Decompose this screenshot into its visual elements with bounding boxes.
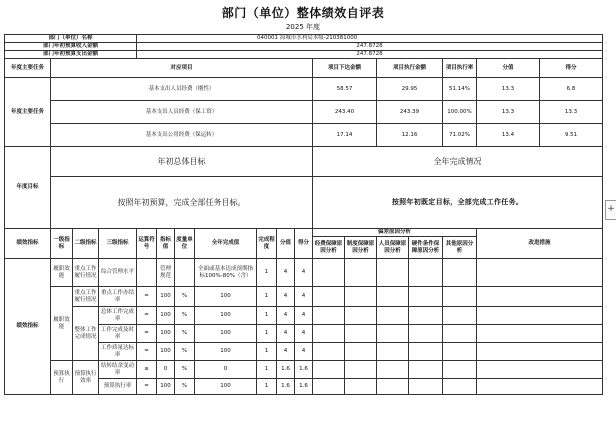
task-rate: 51.14% bbox=[443, 78, 477, 101]
indicator-row bbox=[5, 287, 603, 307]
ind-col-deviation: 偏差原因分析 bbox=[313, 229, 477, 237]
task-weight-score bbox=[477, 124, 603, 147]
ind-dev-cell bbox=[377, 307, 409, 325]
ind-dev-cell bbox=[443, 361, 477, 379]
ind-score: 4 bbox=[295, 325, 313, 343]
ind-improve-cell bbox=[477, 325, 603, 343]
ind-target: 0 bbox=[157, 361, 175, 379]
ind-actual: 0 bbox=[195, 361, 257, 379]
ind-dev-cell bbox=[345, 343, 377, 361]
ind-dev-cell bbox=[345, 361, 377, 379]
ind-col-level3: 三级指标 bbox=[99, 229, 137, 259]
ind-level1: 履职效能 bbox=[51, 287, 73, 361]
ind-improve-cell bbox=[477, 379, 603, 395]
budget-expense-value: 247.8728 bbox=[137, 51, 603, 59]
ind-col-operator: 运算符号 bbox=[137, 229, 157, 259]
ind-improve-cell bbox=[477, 361, 603, 379]
ind-score: 4 bbox=[295, 343, 313, 361]
ind-completion: 1 bbox=[257, 343, 277, 361]
ind-completion: 1 bbox=[257, 361, 277, 379]
ind-dev-cell bbox=[443, 259, 477, 287]
ind-dev-cell bbox=[313, 287, 345, 307]
goal-header-row bbox=[5, 147, 603, 177]
task-project: 基本支出人员经费（刚性） bbox=[51, 78, 313, 101]
ind-actual: 100 bbox=[195, 343, 257, 361]
budget-income-row bbox=[5, 43, 603, 51]
ind-col-weight: 分值 bbox=[277, 229, 295, 259]
ind-dev-cell bbox=[313, 307, 345, 325]
ind-weight: 4 bbox=[277, 287, 295, 307]
ind-actual: 100 bbox=[195, 379, 257, 395]
ind-operator bbox=[137, 259, 157, 287]
ind-target: 100 bbox=[157, 379, 175, 395]
goal-initial-header: 年初总体目标 bbox=[51, 147, 313, 177]
ind-col-dev-other: 其他原因分析 bbox=[443, 237, 477, 259]
ind-score: 4 bbox=[295, 287, 313, 307]
budget-expense-label: 部门年初预算支出金额 bbox=[5, 51, 137, 59]
ind-weight: 1.6 bbox=[277, 379, 295, 395]
task-weight: 13.3 bbox=[477, 101, 540, 123]
unit-value: 040001 海城市水利局本级-210381000 bbox=[137, 35, 603, 43]
ind-improve-cell bbox=[477, 307, 603, 325]
ind-level1: 履职效能 bbox=[51, 259, 73, 287]
tasks-col-score: 得分 bbox=[565, 64, 577, 71]
report-year: 2025 年度 bbox=[285, 23, 321, 31]
ind-score: 1.6 bbox=[295, 379, 313, 395]
ind-col-level2: 二级指标 bbox=[73, 229, 99, 259]
ind-unit bbox=[175, 259, 195, 287]
ind-completion: 1 bbox=[257, 287, 277, 307]
task-score: 6.8 bbox=[566, 85, 576, 92]
ind-completion: 1 bbox=[257, 379, 277, 395]
ind-dev-cell bbox=[377, 287, 409, 307]
ind-score: 1.6 bbox=[295, 361, 313, 379]
tasks-col-issued: 项目下达金额 bbox=[313, 59, 377, 78]
ind-unit: % bbox=[175, 361, 195, 379]
ind-operator: = bbox=[137, 343, 157, 361]
tasks-section-label: 年度主要任务 bbox=[5, 78, 51, 147]
ind-col-level1: 一级指标 bbox=[51, 229, 73, 259]
ind-dev-cell bbox=[409, 361, 443, 379]
ind-dev-cell bbox=[443, 379, 477, 395]
ind-operator: = bbox=[137, 287, 157, 307]
ind-dev-cell bbox=[313, 361, 345, 379]
ind-weight: 1.6 bbox=[277, 361, 295, 379]
ind-weight: 4 bbox=[277, 307, 295, 325]
ind-dev-cell bbox=[443, 307, 477, 325]
ind-dev-cell bbox=[313, 259, 345, 287]
unit-row bbox=[5, 35, 603, 43]
ind-dev-cell bbox=[409, 379, 443, 395]
ind-dev-cell bbox=[443, 287, 477, 307]
ind-target: 100 bbox=[157, 325, 175, 343]
ind-dev-cell bbox=[377, 259, 409, 287]
goal-content-row bbox=[5, 177, 603, 229]
ind-operator: = bbox=[137, 307, 157, 325]
ind-dev-cell bbox=[409, 307, 443, 325]
task-weight: 13.3 bbox=[477, 78, 540, 100]
ind-level3: 工作质量达标率 bbox=[99, 343, 137, 361]
ind-dev-cell bbox=[409, 343, 443, 361]
ind-dev-cell bbox=[409, 287, 443, 307]
ind-dev-cell bbox=[443, 343, 477, 361]
ind-dev-cell bbox=[345, 259, 377, 287]
ind-improve-cell bbox=[477, 343, 603, 361]
ind-dev-cell bbox=[377, 379, 409, 395]
ind-score: 4 bbox=[295, 259, 313, 287]
ind-dev-cell bbox=[409, 259, 443, 287]
ind-col-dev-funding: 经费保障原因分析 bbox=[313, 237, 345, 259]
ind-level3: 预算执行率 bbox=[99, 379, 137, 395]
task-rate: 71.02% bbox=[443, 124, 477, 147]
ind-target: 100 bbox=[157, 343, 175, 361]
ind-unit: % bbox=[175, 379, 195, 395]
ind-completion: 1 bbox=[257, 325, 277, 343]
task-weight-score bbox=[477, 78, 603, 101]
goal-initial-text: 按照年初预算，完成全部任务目标。 bbox=[51, 177, 313, 229]
ind-col-improve: 改进措施 bbox=[477, 229, 603, 259]
tasks-header-row bbox=[5, 59, 603, 78]
task-project: 基本支出公用经费（保运转） bbox=[51, 124, 313, 147]
ind-level3: 重点工作办结率 bbox=[99, 287, 137, 307]
task-score: 9.51 bbox=[564, 131, 578, 138]
tasks-col-weight: 分值 bbox=[477, 59, 540, 77]
task-project: 基本支出人员经费（保工资） bbox=[51, 101, 313, 124]
ind-dev-cell bbox=[345, 325, 377, 343]
tasks-col-executed: 项目执行金额 bbox=[377, 59, 443, 78]
ind-level3: 结转结余变动率 bbox=[99, 361, 137, 379]
goal-final-header: 全年完成情况 bbox=[313, 147, 603, 177]
ind-weight: 4 bbox=[277, 343, 295, 361]
ind-level3: 综合管理水平 bbox=[99, 259, 137, 287]
task-rate: 100.00% bbox=[443, 101, 477, 124]
report-title: 部门（单位）整体绩效自评表 bbox=[221, 6, 385, 20]
task-score: 13.3 bbox=[564, 108, 578, 115]
goal-final-text: 按照年初既定目标，全部完成工作任务。 bbox=[313, 177, 603, 229]
report-sheet bbox=[4, 34, 603, 395]
ind-improve-cell bbox=[477, 287, 603, 307]
indicators-section-label: 绩效指标 bbox=[5, 259, 51, 395]
ind-unit: % bbox=[175, 307, 195, 325]
task-row bbox=[5, 124, 603, 147]
ind-actual: 100 bbox=[195, 325, 257, 343]
ind-col-actual: 全年完成值 bbox=[195, 229, 257, 259]
ind-score: 4 bbox=[295, 307, 313, 325]
ind-dev-cell bbox=[345, 287, 377, 307]
indicator-row bbox=[5, 259, 603, 287]
ind-dev-cell bbox=[443, 325, 477, 343]
expand-side-button[interactable]: + bbox=[605, 200, 616, 220]
ind-improve-cell bbox=[477, 259, 603, 287]
ind-level1: 预算执行 bbox=[51, 361, 73, 395]
ind-target: 100 bbox=[157, 307, 175, 325]
ind-level3: 总体工作完成率 bbox=[99, 307, 137, 325]
tasks-col-weight-score bbox=[477, 59, 603, 78]
indicator-row bbox=[5, 307, 603, 325]
ind-dev-cell bbox=[409, 325, 443, 343]
budget-income-label: 部门年初预算收入金额 bbox=[5, 43, 137, 51]
ind-operator: = bbox=[137, 325, 157, 343]
tasks-col-task: 年度主要任务 bbox=[5, 59, 51, 78]
task-executed: 243.39 bbox=[377, 101, 443, 124]
ind-dev-cell bbox=[313, 343, 345, 361]
ind-col-completion: 完成程度 bbox=[257, 229, 277, 259]
ind-dev-cell bbox=[313, 325, 345, 343]
ind-actual: 全面或基本达成预期指标100%-80%（含） bbox=[195, 259, 257, 287]
ind-col-unit: 度量单位 bbox=[175, 229, 195, 259]
tasks-col-project: 对应项目 bbox=[51, 59, 313, 78]
ind-col-dev-staff: 人员保障原因分析 bbox=[377, 237, 409, 259]
ind-operator: ≤ bbox=[137, 361, 157, 379]
unit-label: 部门（单位）名称 bbox=[5, 35, 137, 43]
task-executed: 29.95 bbox=[377, 78, 443, 101]
task-issued: 58.57 bbox=[313, 78, 377, 101]
ind-col-performance: 绩效指标 bbox=[5, 229, 51, 259]
ind-unit: % bbox=[175, 287, 195, 307]
ind-dev-cell bbox=[377, 361, 409, 379]
indicator-row bbox=[5, 361, 603, 379]
ind-dev-cell bbox=[345, 379, 377, 395]
indicator-header-row-1 bbox=[5, 229, 603, 237]
ind-weight: 4 bbox=[277, 325, 295, 343]
ind-dev-cell bbox=[377, 325, 409, 343]
task-weight-score bbox=[477, 101, 603, 124]
task-weight: 13.4 bbox=[477, 124, 540, 146]
ind-actual: 100 bbox=[195, 307, 257, 325]
budget-income-value: 247.8728 bbox=[137, 43, 603, 51]
budget-expense-row bbox=[5, 51, 603, 59]
ind-col-score: 得分 bbox=[295, 229, 313, 259]
task-issued: 17.14 bbox=[313, 124, 377, 147]
ind-target: 100 bbox=[157, 287, 175, 307]
ind-actual: 100 bbox=[195, 287, 257, 307]
task-row bbox=[5, 78, 603, 101]
ind-level2: 重点工作履行情况 bbox=[73, 259, 99, 287]
tasks-col-rate: 项目执行率 bbox=[443, 59, 477, 78]
ind-col-target: 指标值 bbox=[157, 229, 175, 259]
task-executed: 12.16 bbox=[377, 124, 443, 147]
ind-completion: 1 bbox=[257, 259, 277, 287]
ind-col-dev-system: 制度保障原因分析 bbox=[345, 237, 377, 259]
ind-operator: = bbox=[137, 379, 157, 395]
ind-col-dev-hardware: 硬件条件保障原因分析 bbox=[409, 237, 443, 259]
ind-target: 管理规范 bbox=[157, 259, 175, 287]
ind-level2: 整体工作完成情况 bbox=[73, 307, 99, 361]
ind-completion: 1 bbox=[257, 307, 277, 325]
ind-weight: 4 bbox=[277, 259, 295, 287]
goal-section-label: 年度目标 bbox=[5, 147, 51, 229]
task-row bbox=[5, 101, 603, 124]
ind-level3: 工作完成及时率 bbox=[99, 325, 137, 343]
ind-level2: 重点工作履行情况 bbox=[73, 287, 99, 307]
ind-unit: % bbox=[175, 343, 195, 361]
ind-unit: % bbox=[175, 325, 195, 343]
task-issued: 243.40 bbox=[313, 101, 377, 124]
ind-dev-cell bbox=[345, 307, 377, 325]
ind-level2: 预算执行效率 bbox=[73, 361, 99, 395]
ind-dev-cell bbox=[313, 379, 345, 395]
ind-dev-cell bbox=[377, 343, 409, 361]
